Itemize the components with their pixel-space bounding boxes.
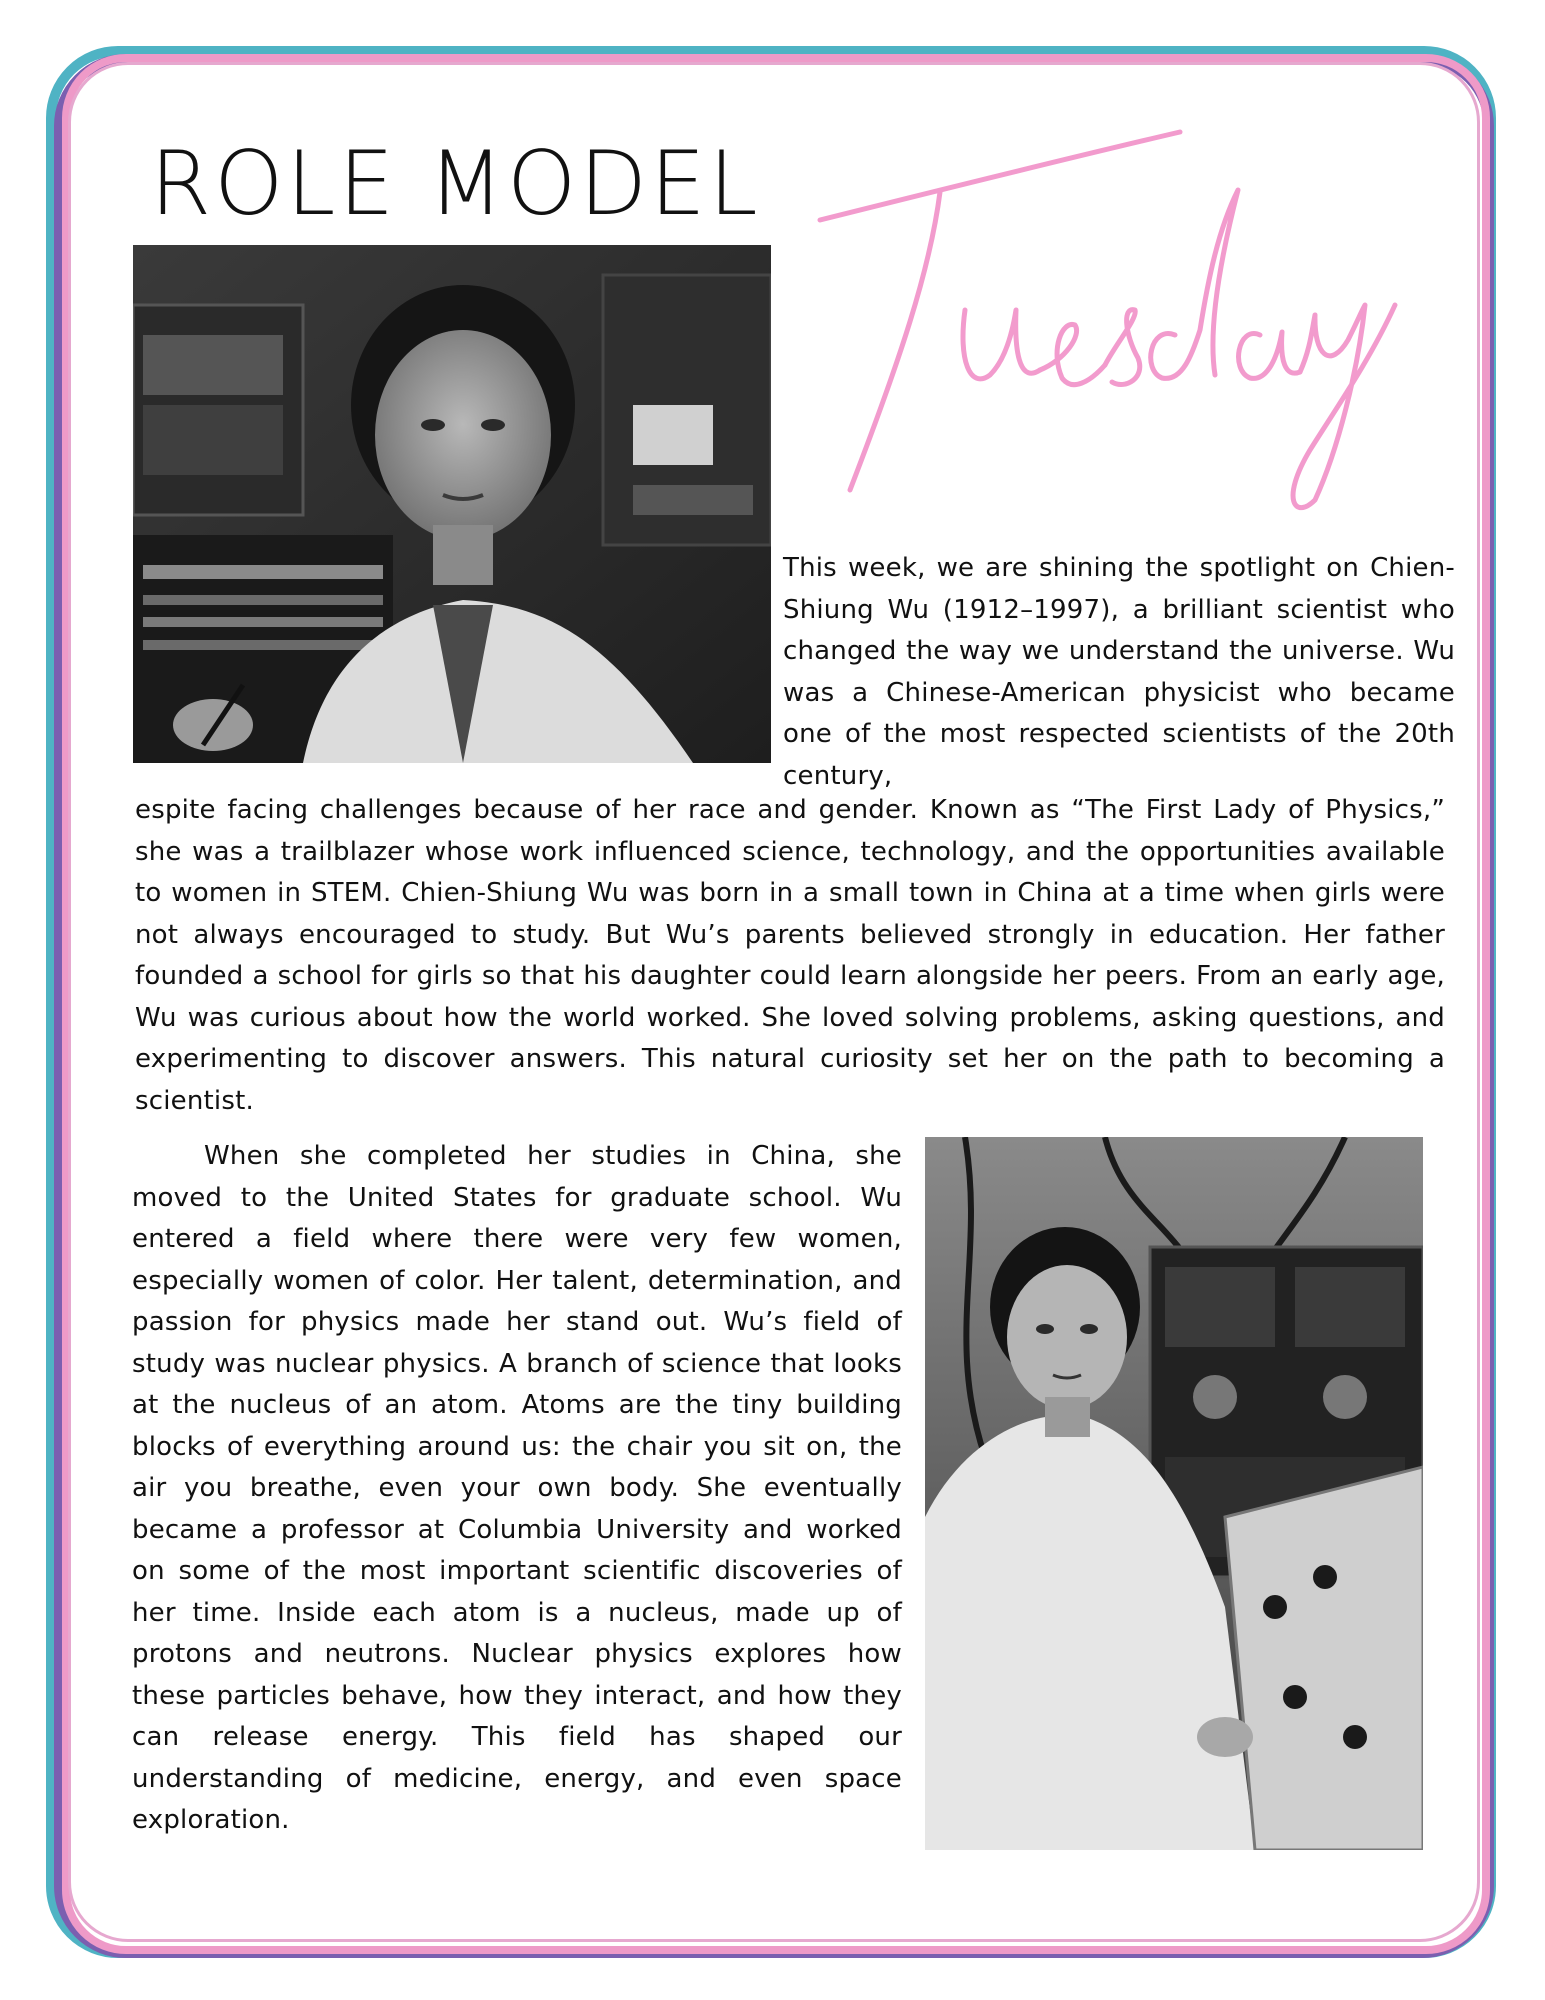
early-life-paragraph: espite facing challenges because of her race and gender. Known as “The First Lady of Physics,” she was a trailblazer whose work influenced science, technology, and the opportunities available to women in STEM. Chien-Shiung Wu was born in a small town in China at a time when girls were not always encouraged to study. But Wu’s parents believed strongly in education. Her father founded a school for girls so that his daughter could learn alongside her peers. From an early age, Wu was curious about how the world worked. She loved solving problems, asking questions, and experimenting to discover answers. This natural curiosity set her on the path to becoming a scientist. <box>135 795 1445 1116</box>
career-paragraph: When she completed her studies in China, she moved to the United States for graduate school. Wu entered a field where there were very few women, especially women of color. Her talent, determination, and passion for physics made her stand out. Wu’s field of study was nuclear physics. A branch of science that looks at the nucleus of an atom. Atoms are the tiny building blocks of everything around us: the chair you sit on, the air you breathe, even your own body. She eventually became a professor at Columbia University and worked on some of the most important scientific discoveries of her time. Inside each atom is a nucleus, made up of protons and neutrons. Nuclear physics explores how these particles behave, how they interact, and how they can release energy. This field has shaped our understanding of medicine, energy, and even space exploration. <box>132 1141 902 1835</box>
title-role-model: ROLE MODEL <box>150 132 761 235</box>
intro-paragraph: This week, we are shining the spotlight on Chien-Shiung Wu (1912–1997), a brilliant scientist who changed the way we understand the universe. Wu was a Chinese-American physicist who became one of the most respected scientists of the 20th century, <box>783 553 1455 791</box>
wu-photo-lab-desk <box>133 245 771 763</box>
title-tuesday <box>790 120 1410 520</box>
wu-photo-instrument-panel <box>925 1137 1423 1850</box>
